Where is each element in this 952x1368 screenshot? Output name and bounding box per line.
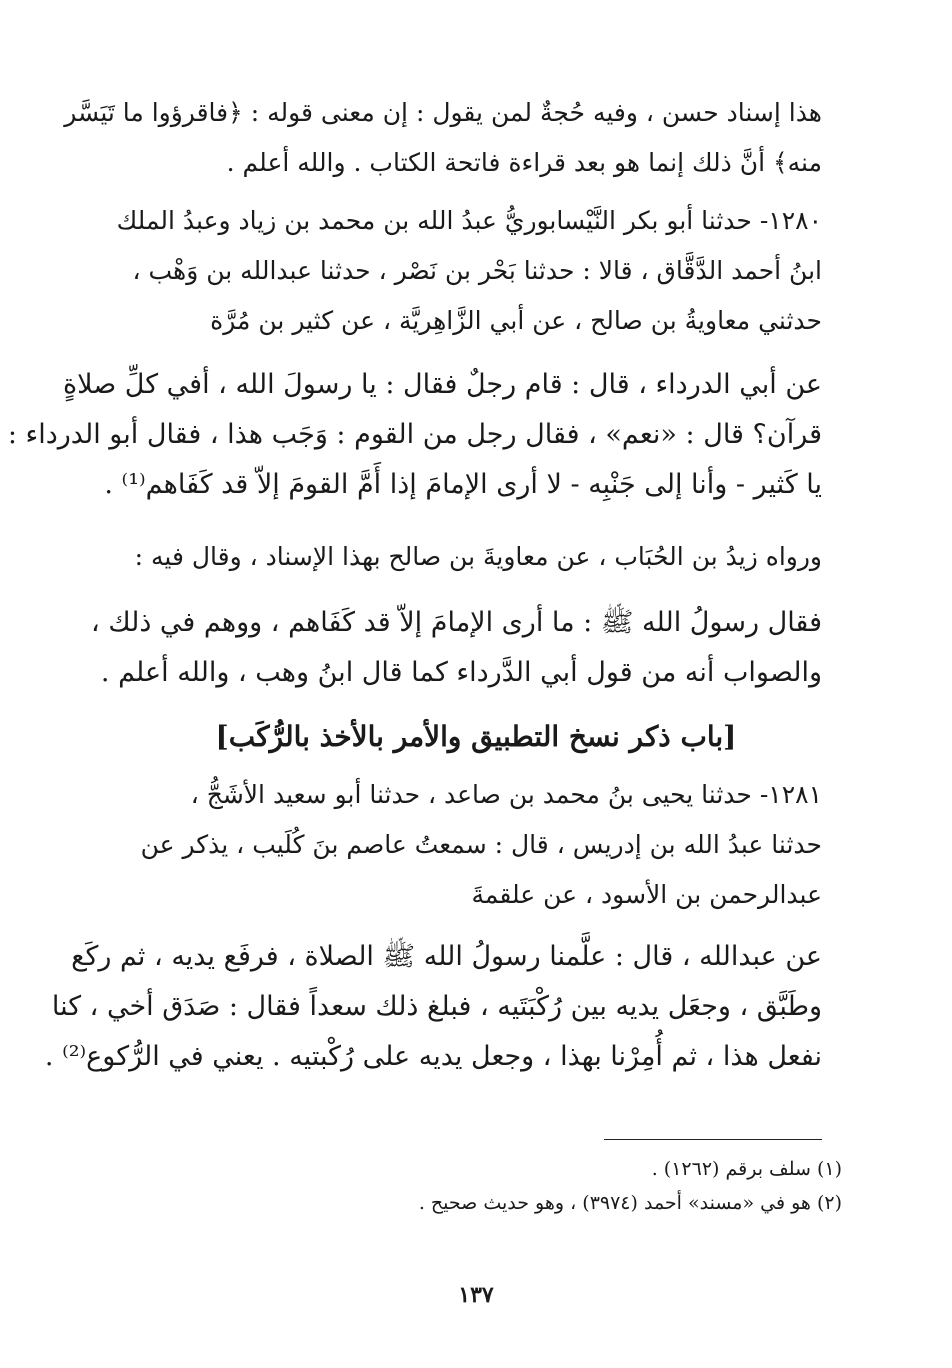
footnotes [130,1152,842,1220]
paragraph-hadith-1280-isnad [116,196,822,346]
paragraph-hadith-1281-isnad [130,770,822,920]
text-line: حدثنا عبدُ الله بن إدريس ، قال : سمعتُ عاصم بنَ كُلَيب ، يذكر عن [140,830,822,859]
text-line: عن أبي الدرداء ، قال : قام رجلٌ فقال : يا رسولَ الله ، أفي كلِّ صلاةٍ [63,369,822,400]
text-line: عبدالرحمن بن الأسود ، عن علقمةَ [471,880,822,909]
text-line: عن عبدالله ، قال : علَّمنا رسولُ الله ﷺ الصلاة ، فرفَع يديه ، ثم ركَع [71,941,822,972]
text-line: منه﴾ أنَّ ذلك إنما هو بعد قراءة فاتحة الكتاب . والله أعلم . [226,148,822,177]
text-line: فقال رسولُ الله ﷺ : ما أرى الإمامَ إلاّ قد كَفَاهم ، ووهم في ذلك ، [91,607,822,638]
text-line: ١٢٨٠- حدثنا أبو بكر النَّيْسابوريُّ عبدُ الله بن محمد بن زياد وعبدُ الملك [116,206,822,235]
paragraph-alternate-matn [91,598,822,698]
text-line: قرآن؟ قال : «نعم» ، فقال رجل من القوم : وَجَب هذا ، فقال أبو الدرداء : [7,419,822,450]
paragraph-hadith-1280-matn [7,360,822,510]
text-line: ١٢٨١- حدثنا يحيى بنُ محمد بن صاعد ، حدثنا أبو سعيد الأشَجُّ ، [190,780,822,809]
text-line: وطَبَّق ، وجعَل يديه بين رُكْبَتَيه ، فبلغ ذلك سعداً فقال : صَدَق أخي ، كنا [51,991,822,1022]
page-number: ١٣٧ [458,1282,494,1308]
text-line: والصواب أنه من قول أبي الدَّرداء كما قال ابنُ وهب ، والله أعلم . [100,657,822,688]
footnote-divider [604,1139,822,1140]
text-line: ورواه زيدُ بن الحُبَاب ، عن معاويةَ بن صالح بهذا الإسناد ، وقال فيه : [134,542,822,571]
paragraph-alternate-narration [130,532,822,582]
text-line: حدثني معاويةُ بن صالح ، عن أبي الزَّاهِريَّة ، عن كثير بن مُرَّة [210,306,822,335]
footnote-2: (٢) هو في «مسند» أحمد (٣٩٧٤) ، وهو حديث صحيح . [418,1192,842,1214]
text-line: يا كَثير - وأنا إلى جَنْبِه - لا أرى الإمامَ إذا أَمَّ القومَ إلاّ قد كَفَاهم⁽¹⁾ . [104,469,822,500]
chapter-heading: [باب ذكر نسخ التطبيق والأمر بالأخذ بالرُّكَب] [215,720,737,753]
footnote-1: (١) سلف برقم (١٢٦٢) . [651,1158,842,1180]
paragraph-hadith-1281-matn [44,932,822,1082]
text-line: هذا إسناد حسن ، وفيه حُجةٌ لمن يقول : إن معنى قوله : ﴿فاقرؤوا ما تَيَسَّر [64,98,822,127]
paragraph-isnad-comment [64,88,822,188]
text-line: نفعل هذا ، ثم أُمِرْنا بهذا ، وجعل يديه على رُكْبتيه . يعني في الرُّكوع⁽²⁾ . [44,1041,822,1072]
text-line: ابنُ أحمد الدَّقَّاق ، قالا : حدثنا بَحْر بن نَصْر ، حدثنا عبدالله بن وَهْب ، [132,256,822,285]
